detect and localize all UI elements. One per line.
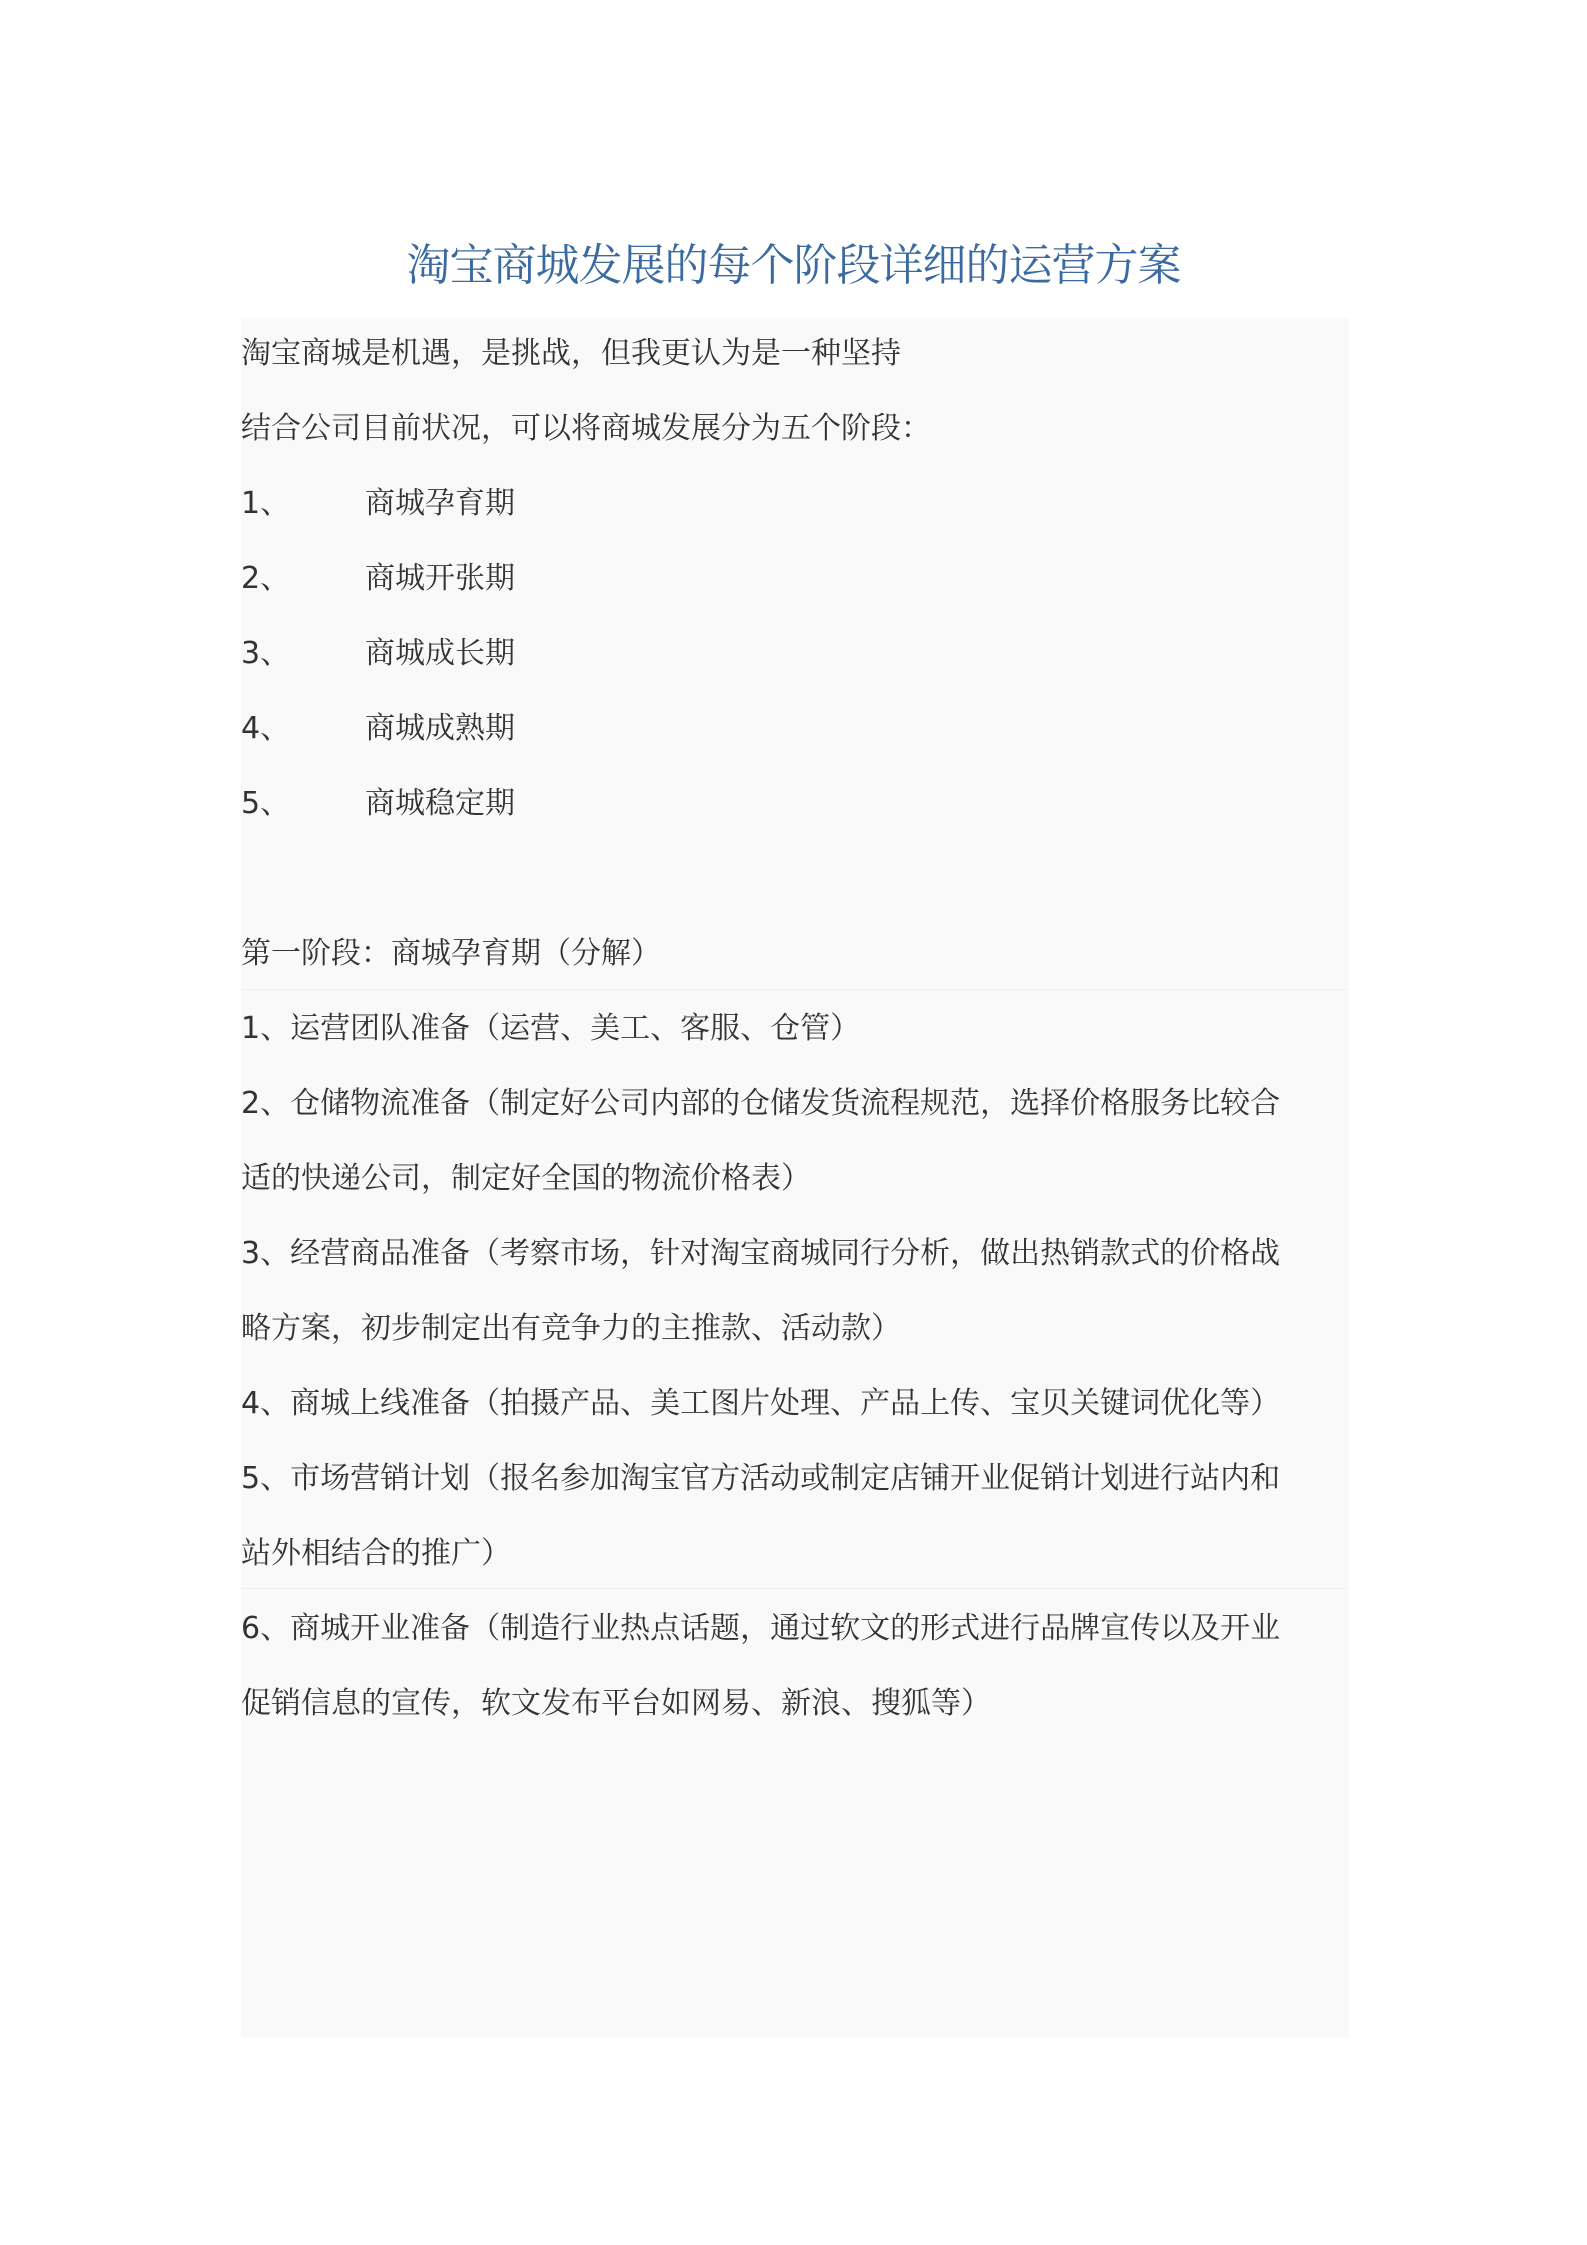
document-title: 淘宝商城发展的每个阶段详细的运营方案 <box>406 240 1181 291</box>
task-number: 4 <box>241 1386 261 1421</box>
stage-label: 商城稳定期 <box>365 786 515 821</box>
stage-number: 3、 <box>241 636 291 671</box>
stage-item <box>241 784 1349 824</box>
task-item <box>241 1234 1349 1274</box>
task-item <box>241 1459 1349 1499</box>
task-number: 3 <box>241 1236 261 1271</box>
task-text-continued: 适的快递公司，制定好全国的物流价格表） <box>241 1161 811 1196</box>
task-item <box>241 1384 1349 1424</box>
task-text: 、运营团队准备（运营、美工、客服、仓管） <box>260 1011 861 1046</box>
task-number: 6 <box>241 1611 261 1646</box>
stage-item <box>241 559 1349 599</box>
task-number: 2 <box>241 1086 261 1121</box>
divider <box>241 1588 1349 1589</box>
stage-item <box>241 484 1349 524</box>
task-text: 、商城上线准备（拍摄产品、美工图片处理、产品上传、宝贝关键词优化等） <box>260 1386 1281 1421</box>
intro-line-1: 淘宝商城是机遇，是挑战，但我更认为是一种坚持 <box>241 336 901 371</box>
stage-label: 商城成长期 <box>365 636 515 671</box>
task-item <box>241 1084 1349 1124</box>
task-number: 1 <box>241 1011 261 1046</box>
task-item <box>241 1609 1349 1649</box>
stage-number: 1、 <box>241 486 291 521</box>
stage-number: 2、 <box>241 561 291 596</box>
task-text: 、经营商品准备（考察市场，针对淘宝商城同行分析，做出热销款式的价格战 <box>260 1236 1281 1271</box>
content-panel <box>241 318 1349 2038</box>
task-text-continued: 略方案，初步制定出有竞争力的主推款、活动款） <box>241 1311 901 1346</box>
task-text: 、市场营销计划（报名参加淘宝官方活动或制定店铺开业促销计划进行站内和 <box>260 1461 1281 1496</box>
task-item <box>241 1009 1349 1049</box>
stage-label: 商城开张期 <box>365 561 515 596</box>
divider <box>241 989 1349 990</box>
task-text: 、仓储物流准备（制定好公司内部的仓储发货流程规范，选择价格服务比较合 <box>260 1086 1281 1121</box>
stage-item <box>241 634 1349 674</box>
stage-label: 商城成熟期 <box>365 711 515 746</box>
task-text-continued: 促销信息的宣传，软文发布平台如网易、新浪、搜狐等） <box>241 1686 991 1721</box>
stage-item <box>241 709 1349 749</box>
stage-number: 5、 <box>241 786 291 821</box>
intro-line-2: 结合公司目前状况，可以将商城发展分为五个阶段： <box>241 411 931 446</box>
task-text: 、商城开业准备（制造行业热点话题，通过软文的形式进行品牌宣传以及开业 <box>260 1611 1281 1646</box>
stage-label: 商城孕育期 <box>365 486 515 521</box>
task-number: 5 <box>241 1461 261 1496</box>
stage-number: 4、 <box>241 711 291 746</box>
section-heading: 第一阶段：商城孕育期（分解） <box>241 936 661 971</box>
task-text-continued: 站外相结合的推广） <box>241 1536 511 1571</box>
